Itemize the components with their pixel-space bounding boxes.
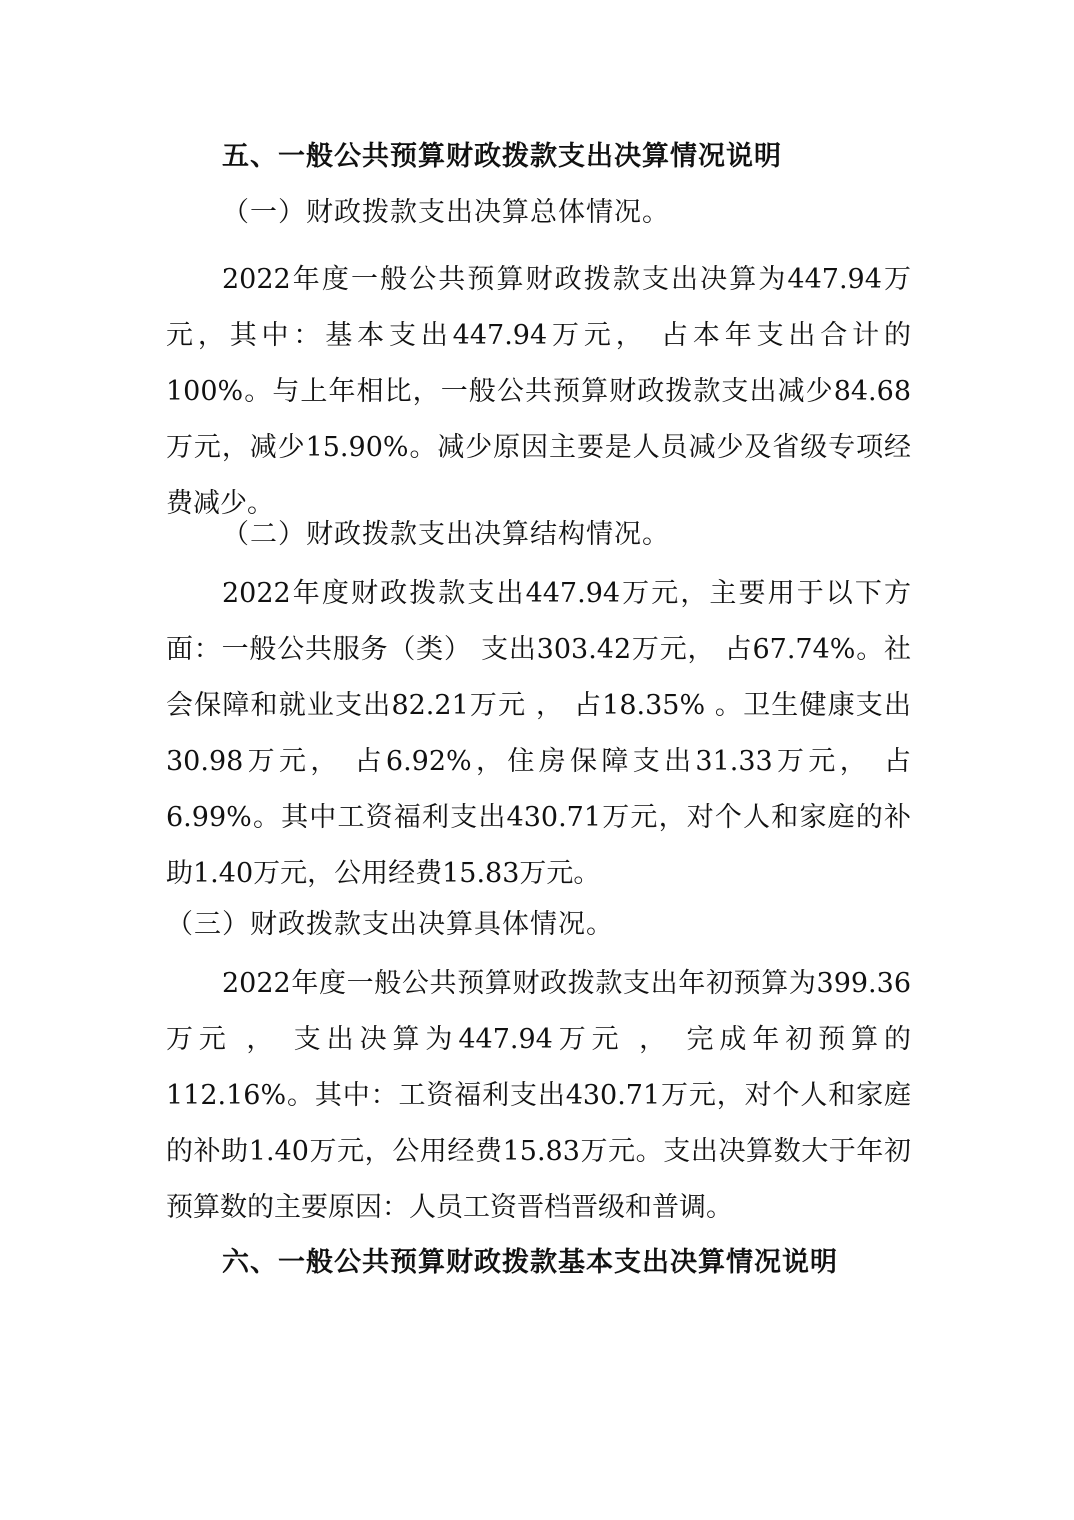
section-six-heading: 六、一般公共预算财政拨款基本支出决算情况说明 [222,1247,838,1278]
section-five-heading: 五、一般公共预算财政拨款支出决算情况说明 [222,141,782,172]
subsection-three-paragraph: 2022年度一般公共预算财政拨款支出年初预算为399.36万元 ， 支出决算为447.94万元 ， 完成年初预算的112.16%。其中：工资福利支出430.71万元，对个人和家庭的补助1.40万元，公用经费15.83万元。支出决算数大于年初预算数的主要原因：人员工资晋档晋级和普调。 [166,968,911,1223]
subsection-three-heading: （三）财政拨款支出决算具体情况。 [166,909,614,940]
subsection-two-paragraph: 2022年度财政拨款支出447.94万元，主要用于以下方面：一般公共服务（类） 支出303.42万元， 占67.74%。社会保障和就业支出82.21万元 ， 占18.35% 。卫生健康支出30.98万元， 占6.92%，住房保障支出31.33万元， 占6.99%。其中工资福利支出430.71万元，对个人和家庭的补助1.40万元，公用经费15.83万元。 [166,578,911,889]
subsection-two-heading: （二）财政拨款支出决算结构情况。 [222,519,670,550]
subsection-one-paragraph: 2022年度一般公共预算财政拨款支出决算为447.94万元，其中：基本支出447.94万元， 占本年支出合计的100%。与上年相比，一般公共预算财政拨款支出减少84.68万元，减少15.90%。减少原因主要是人员减少及省级专项经费减少。 [166,264,911,519]
subsection-one-heading: （一）财政拨款支出决算总体情况。 [222,197,670,228]
